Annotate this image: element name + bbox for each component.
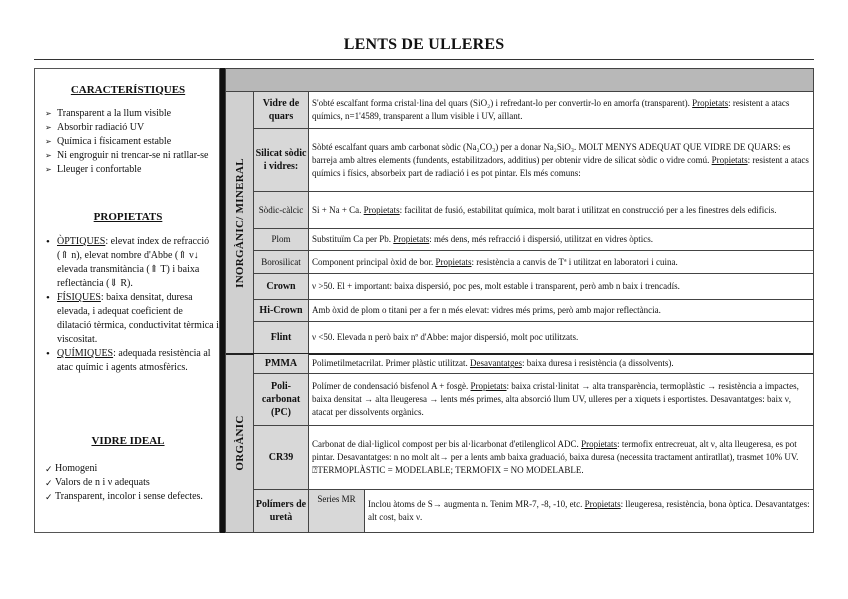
row-name: Borosilicat <box>254 251 309 273</box>
table-row <box>254 92 813 129</box>
list-item: ➢ Ni engroguir ni trencar-se ni ratllar-se <box>45 149 217 163</box>
properties-list <box>45 235 219 375</box>
desc-lead: Si + Na + Ca. <box>312 204 364 215</box>
property-head: FÍSIQUES <box>57 292 101 303</box>
property-head: ÒPTIQUES <box>57 236 106 247</box>
row-name: CR39 <box>254 426 309 489</box>
desc-underline: Desavantatges <box>469 358 522 368</box>
lens-table <box>225 68 814 533</box>
desc-tail: : resistència a canvis de Tª i utilitzat en laboratori i cuina. <box>471 256 678 267</box>
row-name: Polímers de uretà <box>254 490 309 532</box>
desc-tail: : resistent a atacs químics, n=1'4589, transparent a llum visible i UV, aïllant. <box>312 98 790 121</box>
desc-underline: Propietats <box>435 256 472 267</box>
list-item <box>45 291 219 347</box>
row-desc <box>312 374 810 425</box>
desc-lead: Inclou àtoms de S→ augmenta n. Tenim MR-7, -8, -10, etc. <box>368 499 585 509</box>
list-item: ✓ Transparent, incolor i sense defectes. <box>45 490 219 504</box>
characteristics-heading: CARACTERÍSTIQUES <box>70 84 186 96</box>
ideal-section <box>35 434 221 448</box>
ideal-heading: VIDRE IDEAL <box>91 435 165 447</box>
list-item: ✓ Homogeni <box>45 462 219 476</box>
property-text: : adequada resistència al atac químic i agents atmosfèrics. <box>57 348 211 373</box>
property-text: : elevat índex de refracció (⇑ n), elevat nombre d'Abbe (⇑ ν↓ elevada transmitància (⇑ T) i baixa reflectància (⇓ R). <box>57 236 210 289</box>
desc-tail: : resistent a atacs químics i físics, absorbeix part de radiació i es pot pintar. Els més comuns: <box>312 154 809 178</box>
desc-lead: ν <50. Elevada n però baix nº d'Abbe: major dispersió, molt poc utilitzats. <box>312 332 579 342</box>
desc-lead: ν >50. El + important: baixa dispersió, poc pes, molt estable i transparent, però amb n baix i trencadís. <box>312 281 680 291</box>
desc-lead: Polímer de condensació bisfenol A + fosgè. <box>312 381 471 391</box>
property-text: : baixa densitat, duresa elevada, i adequat coeficient de dilatació tèrmica, conductivitat tèrmica i viscositat. <box>57 292 219 345</box>
row-desc <box>312 300 810 321</box>
row-desc <box>312 274 810 299</box>
desc-tail: : lleugeresa, resistència, bona òptica. Desavantatges: alt cost, baix ν. <box>368 499 810 522</box>
row-name: Silicat sòdic i vidres: <box>254 129 309 191</box>
table-row <box>254 490 813 532</box>
category-inorganic <box>226 92 254 354</box>
desc-underline: Propietats <box>711 154 748 165</box>
category-label: INORGÀNIC/ MINERAL <box>233 157 246 288</box>
row-name: Vidre de quars <box>254 92 309 128</box>
desc-tail: : facilitat de fusió, estabilitat química, molt barat i utilitzat en construcció per a les finestres dels edificis. <box>399 204 777 215</box>
table-row <box>254 354 813 374</box>
table-row <box>254 426 813 490</box>
row-desc <box>312 354 810 373</box>
list-item <box>45 347 219 375</box>
row-name: Sòdic-càlcic <box>254 192 309 228</box>
list-item: ✓ Valors de n i ν adequats <box>45 476 219 490</box>
properties-heading: PROPIETATS <box>93 211 163 223</box>
category-organic <box>226 354 254 532</box>
row-desc <box>312 192 810 228</box>
desc-lead: Sòbté escalfant quars amb carbonat sòdic (Na₂CO₃) per a donar Na₂SiO₃. MOLT MENYS ADEQUAT QUE VIDRE DE QUARS: es barreja amb altres elements (fundents, estabilitzadors, additius) per obtenir vidre de silicat sòdic o vidre comú. <box>312 141 791 165</box>
desc-underline: Propietats <box>692 98 729 108</box>
desc-tail: : baixa duresa i resistència (a dissolvents). <box>521 358 674 368</box>
row-name: Flint <box>254 322 309 353</box>
table-row <box>254 229 813 251</box>
desc-underline: Propietats <box>363 204 400 215</box>
left-panel <box>34 68 220 533</box>
table-row <box>254 251 813 274</box>
table-row <box>254 374 813 426</box>
category-label: ORGÀNIC <box>233 415 246 471</box>
desc-tail: : termofix entrecreuat, alt ν, alta lleugeresa, es pot pintar. Desavantatges: n no molt alt→ per a lents amb baixa graduació, baixa duresa (necessita tractament antiratllat), trasmet 10% UV. ⍰TERMOPLÀSTIC = MODELABLE; TERMOFIX = NO MODELABLE. <box>312 439 799 475</box>
desc-lead: Component principal òxid de bor. <box>312 256 436 267</box>
row-subname: Series MR <box>309 490 365 532</box>
desc-lead: S'obté escalfant forma cristal·lina del quars (SiO₂) i refredant-lo per convertir-lo en amorfa (transparent). <box>312 98 693 108</box>
desc-underline: Propietats <box>470 381 507 391</box>
table-row <box>254 192 813 229</box>
properties-section <box>35 210 221 224</box>
row-desc <box>368 490 810 532</box>
title-underline <box>34 59 814 60</box>
list-item: ➢ Lleuger i confortable <box>45 163 217 177</box>
desc-lead: Amb òxid de plom o titani per a fer n més elevat: vidres més prims, però amb major reflectància. <box>312 305 661 315</box>
row-name: Plom <box>254 229 309 250</box>
page-title: LENTS DE ULLERES <box>343 36 505 53</box>
table-row <box>254 322 813 354</box>
row-name: Crown <box>254 274 309 299</box>
desc-lead: Substituïm Ca per Pb. <box>312 234 394 244</box>
desc-tail: : més dens, més refracció i dispersió, utilitzat en vidres òptics. <box>429 234 653 244</box>
desc-underline: Propietats <box>581 439 618 449</box>
desc-lead: Carbonat de dial·liglicol compost per bis al·licarbonat d'etilenglicol ADC. <box>312 439 582 449</box>
list-item: ➢ Transparent a la llum visible <box>45 107 217 121</box>
row-desc <box>312 129 810 191</box>
characteristics-list <box>45 107 217 177</box>
row-name: PMMA <box>254 354 309 373</box>
row-desc <box>312 251 810 273</box>
list-item: ➢ Química i físicament estable <box>45 135 217 149</box>
desc-lead: Polimetilmetacrilat. Primer plàstic utilitzat. <box>312 358 470 368</box>
row-desc <box>312 92 810 128</box>
row-desc <box>312 322 810 353</box>
desc-underline: Propietats <box>393 234 430 244</box>
desc-tail: : baixa cristal·linitat → alta transparència, termoplàstic → resistència a impactes, baixa densitat → alta lleugeresa → lents més primes, alta absorció llum UV, ulleres per a xiquets i esportistes. Desavantatges: baix ν, atacat per dissolvents orgànics. <box>312 381 799 417</box>
row-name: Hi-Crown <box>254 300 309 321</box>
table-header-bar <box>226 69 813 92</box>
ideal-list <box>45 462 219 504</box>
desc-underline: Propietats <box>584 499 621 509</box>
table-row <box>254 129 813 192</box>
table-row <box>254 274 813 300</box>
property-head: QUÍMIQUES <box>57 348 114 359</box>
row-desc <box>312 426 810 489</box>
list-item <box>45 235 219 291</box>
list-item: ➢ Absorbir radiació UV <box>45 121 217 135</box>
characteristics-section <box>35 83 221 97</box>
row-name: Poli-carbonat (PC) <box>254 374 309 425</box>
row-desc <box>312 229 810 250</box>
table-row <box>254 300 813 322</box>
